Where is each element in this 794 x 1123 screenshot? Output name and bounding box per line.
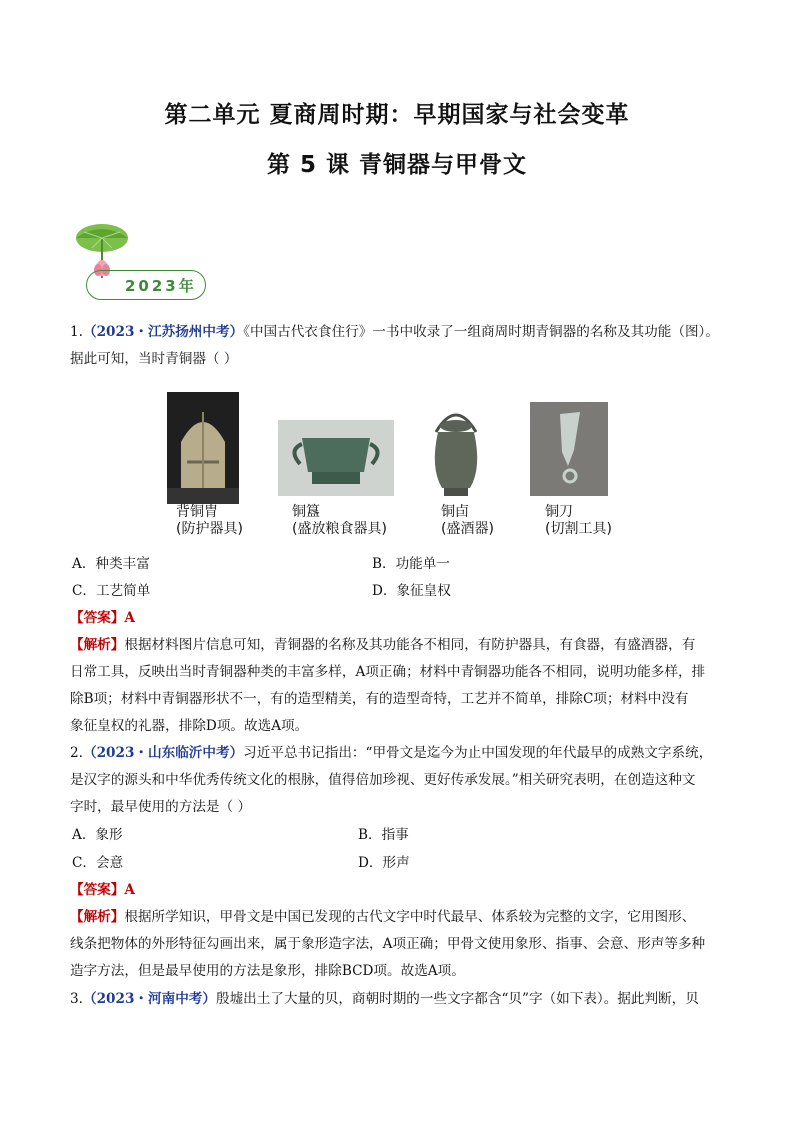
q1-answer-tag: 【答案】: [70, 610, 125, 626]
bronze-knife-image: [530, 402, 608, 496]
q1-option-d: D．象征皇权: [372, 583, 451, 599]
q2-option-a: A．象形: [72, 827, 123, 843]
q1-analysis-tag: 【解析】: [70, 637, 125, 653]
q1-source: （2023・江苏扬州中考）: [82, 324, 244, 340]
q2-line1: [70, 744, 712, 762]
q2-answer-tag: 【答案】: [70, 882, 125, 898]
year-pill: [86, 270, 206, 300]
q2-analysis-2: 线条把物体的外形特征勾画出来，属于象形造字法，A项正确；甲骨文使用象形、指事、会意、形声等多种: [70, 936, 706, 952]
q2-line3: 字时，最早使用的方法是（ ）: [70, 799, 252, 815]
unit-title: 第二单元 夏商周时期：早期国家与社会变革: [164, 102, 630, 128]
q1-answer: [70, 609, 135, 627]
q1-analysis-4: 象征皇权的礼器，排除D项。故选A项。: [70, 718, 309, 734]
helmet-func: (防护器具): [176, 521, 243, 537]
gui-vessel-image: [278, 420, 394, 496]
q1-line1: [70, 323, 719, 341]
q3-stem-1: 殷墟出土了大量的贝，商朝时期的一些文字都含“贝”字（如下表）。据此判断，贝: [215, 991, 699, 1007]
q1-option-b: B．功能单一: [372, 556, 450, 572]
q1-analysis-3: 除B项；材料中青铜器形状不一，有的造型精美，有的造型奇特，工艺并不简单，排除C项；材料中没有: [70, 691, 689, 707]
q2-analysis-1: [70, 908, 695, 926]
q1-analysis-text-1: 根据材料图片信息可知，青铜器的名称及其功能各不相同，有防护器具，有食器，有盛酒器，有: [124, 637, 696, 653]
knife-name: 铜刀: [545, 504, 573, 520]
q1-analysis-1: [70, 636, 695, 654]
you-vessel-image: [424, 402, 488, 500]
q1-analysis-2: 日常工具，反映出当时青铜器种类的丰富多样，A项正确；材料中青铜器功能各不相同，说明功能多样，排: [70, 664, 706, 680]
q2-analysis-3: 造字方法，但是最早使用的方法是象形，排除BCD项。故选A项。: [70, 963, 465, 979]
gui-name: 铜簋: [292, 504, 320, 520]
q2-source: （2023・山东临沂中考）: [82, 745, 244, 761]
year-label: 2023年: [125, 277, 197, 295]
you-name: 铜卣: [441, 504, 469, 520]
q1-stem-1: 《中国古代衣食住行》一书中收录了一组商周时期青铜器的名称及其功能（图）。: [243, 324, 719, 340]
year-badge: [74, 218, 208, 308]
q2-analysis-tag: 【解析】: [70, 909, 125, 925]
q2-option-d: D．形声: [358, 855, 410, 871]
q2-stem-1: 习近平总书记指出：“甲骨文是迄今为止中国发现的年代最早的成熟文字系统，: [243, 745, 713, 761]
q1-answer-value: A: [124, 610, 135, 626]
lesson-title: 第 5 课 青铜器与甲骨文: [266, 152, 528, 178]
q1-number: 1.: [70, 324, 83, 340]
q3-line1: [70, 990, 699, 1008]
you-func: (盛酒器): [441, 521, 494, 537]
q2-option-c: C．会意: [72, 855, 124, 871]
q3-number: 3.: [70, 991, 83, 1007]
gui-func: (盛放粮食器具): [292, 521, 387, 537]
helmet-name: 背铜胄: [176, 504, 218, 520]
q1-option-a: A．种类丰富: [72, 556, 150, 572]
q1-line2: 据此可知，当时青铜器（ ）: [70, 351, 238, 367]
helmet-image: [167, 392, 239, 504]
q3-source: （2023・河南中考）: [82, 991, 216, 1007]
q2-number: 2.: [70, 745, 83, 761]
knife-func: (切割工具): [545, 521, 612, 537]
q2-line2: 是汉字的源头和中华优秀传统文化的根脉，值得倍加珍视、更好传承发展。”相关研究表明，在创造这种文: [70, 772, 696, 788]
q2-option-b: B．指事: [358, 827, 409, 843]
q2-answer-value: A: [124, 882, 135, 898]
q2-analysis-text-1: 根据所学知识，甲骨文是中国已发现的古代文字中时代最早、体系较为完整的文字，它用图形、: [124, 909, 696, 925]
q1-option-c: C．工艺简单: [72, 583, 151, 599]
q2-answer: [70, 881, 135, 899]
